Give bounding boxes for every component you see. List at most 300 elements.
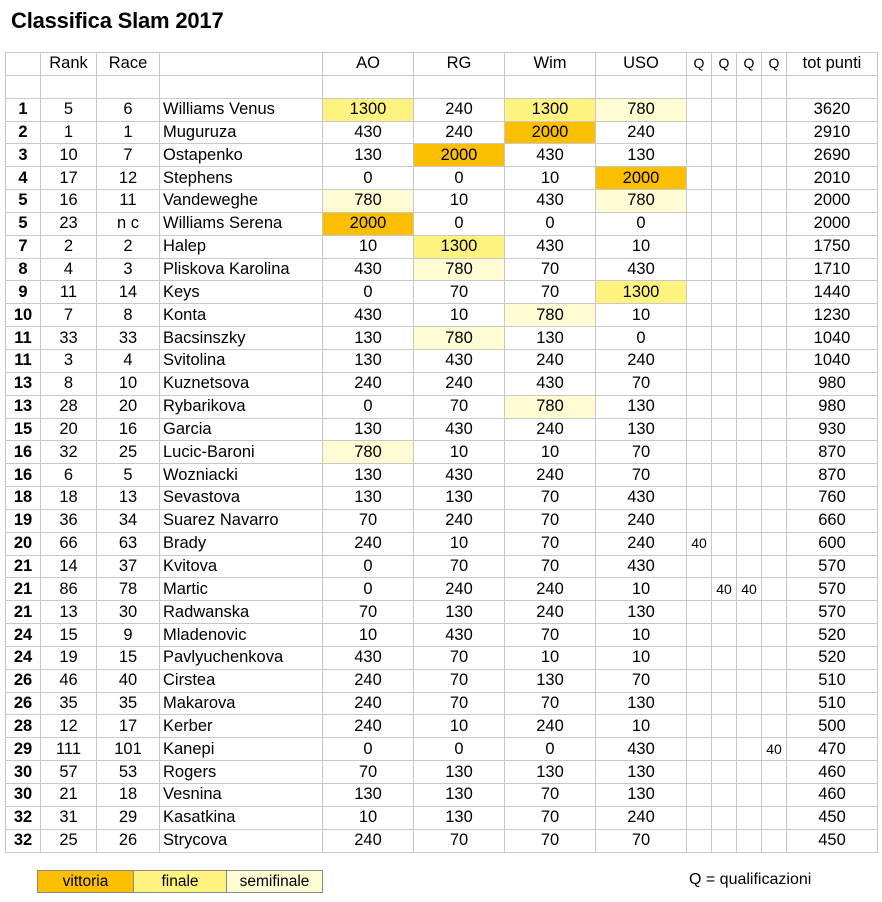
position-cell: 5	[6, 212, 41, 235]
total-points: 980	[787, 395, 878, 418]
total-points: 760	[787, 487, 878, 510]
race-cell: 15	[97, 646, 160, 669]
qualification-cell	[687, 806, 712, 829]
player-name: Muguruza	[160, 121, 323, 144]
qualification-cell	[712, 692, 737, 715]
player-name: Kuznetsova	[160, 372, 323, 395]
uso-points: 1300	[596, 281, 687, 304]
race-cell: 14	[97, 281, 160, 304]
position-cell: 11	[6, 349, 41, 372]
qualification-cell	[687, 98, 712, 121]
qualification-cell	[737, 532, 762, 555]
rg-points: 430	[414, 349, 505, 372]
player-name: Cirstea	[160, 669, 323, 692]
qualification-cell	[762, 190, 787, 213]
empty-cell	[6, 75, 41, 98]
table-row	[6, 212, 878, 235]
qualification-cell	[712, 669, 737, 692]
position-cell: 4	[6, 167, 41, 190]
qualification-cell	[737, 829, 762, 852]
qualification-cell	[687, 190, 712, 213]
table-row	[6, 144, 878, 167]
rank-cell: 57	[41, 761, 97, 784]
race-cell: 25	[97, 441, 160, 464]
empty-cell	[596, 75, 687, 98]
qualification-cell	[687, 464, 712, 487]
qualification-cell	[762, 715, 787, 738]
rank-cell: 86	[41, 578, 97, 601]
rg-points: 130	[414, 784, 505, 807]
wim-points: 70	[505, 281, 596, 304]
player-name: Stephens	[160, 167, 323, 190]
rg-points: 130	[414, 761, 505, 784]
rg-points: 0	[414, 738, 505, 761]
race-cell: 53	[97, 761, 160, 784]
rank-cell: 12	[41, 715, 97, 738]
rg-points: 70	[414, 646, 505, 669]
empty-cell	[505, 75, 596, 98]
rg-points: 70	[414, 829, 505, 852]
race-cell: 78	[97, 578, 160, 601]
uso-points: 70	[596, 669, 687, 692]
qualification-cell	[737, 441, 762, 464]
uso-points: 240	[596, 509, 687, 532]
table-row	[6, 806, 878, 829]
qualification-cell	[712, 190, 737, 213]
qualification-cell	[762, 144, 787, 167]
position-cell: 26	[6, 669, 41, 692]
qualification-cell	[762, 258, 787, 281]
position-cell: 13	[6, 395, 41, 418]
qualification-cell	[712, 601, 737, 624]
wim-points: 0	[505, 738, 596, 761]
qualification-cell	[762, 304, 787, 327]
ao-points: 130	[323, 144, 414, 167]
table-row	[6, 784, 878, 807]
rg-points: 240	[414, 509, 505, 532]
wim-points: 240	[505, 418, 596, 441]
player-name: Bacsinszky	[160, 327, 323, 350]
player-name: Suarez Navarro	[160, 509, 323, 532]
race-cell: 8	[97, 304, 160, 327]
ao-points: 780	[323, 441, 414, 464]
qualification-cell	[762, 761, 787, 784]
uso-points: 430	[596, 555, 687, 578]
qualification-cell	[687, 646, 712, 669]
uso-points: 10	[596, 624, 687, 647]
table-row	[6, 441, 878, 464]
ao-points: 130	[323, 327, 414, 350]
qualification-cell	[762, 578, 787, 601]
qualification-cell	[762, 464, 787, 487]
total-points: 470	[787, 738, 878, 761]
qualification-cell	[687, 121, 712, 144]
wim-points: 130	[505, 761, 596, 784]
qualification-cell	[762, 601, 787, 624]
player-name: Halep	[160, 235, 323, 258]
player-name: Svitolina	[160, 349, 323, 372]
qualification-cell	[762, 487, 787, 510]
qualification-cell	[737, 167, 762, 190]
position-cell: 28	[6, 715, 41, 738]
total-points: 520	[787, 646, 878, 669]
qualification-cell	[712, 715, 737, 738]
rg-points: 430	[414, 464, 505, 487]
ao-points: 240	[323, 715, 414, 738]
position-cell: 21	[6, 555, 41, 578]
qualification-cell	[687, 601, 712, 624]
ao-points: 240	[323, 372, 414, 395]
uso-points: 2000	[596, 167, 687, 190]
uso-points: 70	[596, 464, 687, 487]
ao-points: 240	[323, 829, 414, 852]
position-cell: 5	[6, 190, 41, 213]
race-cell: 2	[97, 235, 160, 258]
rank-cell: 111	[41, 738, 97, 761]
race-cell: 11	[97, 190, 160, 213]
total-points: 600	[787, 532, 878, 555]
position-cell: 24	[6, 646, 41, 669]
total-points: 510	[787, 692, 878, 715]
qualification-cell	[737, 464, 762, 487]
rank-cell: 25	[41, 829, 97, 852]
uso-points: 130	[596, 784, 687, 807]
qualification-cell	[737, 98, 762, 121]
qualification-cell	[737, 258, 762, 281]
qualification-cell: 40	[737, 578, 762, 601]
rank-cell: 2	[41, 235, 97, 258]
rg-points: 70	[414, 281, 505, 304]
race-cell: 26	[97, 829, 160, 852]
race-cell: 16	[97, 418, 160, 441]
wim-points: 10	[505, 441, 596, 464]
qualification-cell	[712, 349, 737, 372]
total-points: 570	[787, 555, 878, 578]
qualification-cell	[712, 464, 737, 487]
player-name: Makarova	[160, 692, 323, 715]
table-row	[6, 761, 878, 784]
header-cell: RG	[414, 53, 505, 76]
race-cell: n c	[97, 212, 160, 235]
qualification-cell	[712, 509, 737, 532]
total-points: 2000	[787, 190, 878, 213]
rg-points: 10	[414, 532, 505, 555]
rank-cell: 7	[41, 304, 97, 327]
qualification-cell	[762, 692, 787, 715]
qualification-cell	[712, 281, 737, 304]
uso-points: 240	[596, 121, 687, 144]
table-row	[6, 349, 878, 372]
ao-points: 70	[323, 601, 414, 624]
position-cell: 30	[6, 784, 41, 807]
qualification-cell	[762, 806, 787, 829]
qualification-cell	[712, 304, 737, 327]
qualification-cell	[737, 372, 762, 395]
total-points: 510	[787, 669, 878, 692]
qualification-cell	[687, 669, 712, 692]
wim-points: 70	[505, 829, 596, 852]
ao-points: 10	[323, 235, 414, 258]
total-points: 930	[787, 418, 878, 441]
qualification-cell	[712, 258, 737, 281]
qualification-cell	[687, 235, 712, 258]
total-points: 460	[787, 784, 878, 807]
player-name: Vandeweghe	[160, 190, 323, 213]
rank-cell: 66	[41, 532, 97, 555]
spacer-row	[6, 75, 878, 98]
uso-points: 130	[596, 144, 687, 167]
position-cell: 21	[6, 578, 41, 601]
qualification-cell	[687, 555, 712, 578]
qualification-cell	[737, 190, 762, 213]
rank-cell: 13	[41, 601, 97, 624]
race-cell: 33	[97, 327, 160, 350]
ao-points: 0	[323, 167, 414, 190]
rank-cell: 10	[41, 144, 97, 167]
player-name: Williams Serena	[160, 212, 323, 235]
uso-points: 70	[596, 441, 687, 464]
qualification-cell	[687, 829, 712, 852]
total-points: 500	[787, 715, 878, 738]
qualification-cell	[737, 784, 762, 807]
total-points: 980	[787, 372, 878, 395]
qualification-cell	[737, 509, 762, 532]
rank-cell: 23	[41, 212, 97, 235]
wim-points: 130	[505, 327, 596, 350]
total-points: 1230	[787, 304, 878, 327]
legend-finale: finale	[134, 871, 227, 892]
qualification-cell	[687, 692, 712, 715]
player-name: Kvitova	[160, 555, 323, 578]
total-points: 2000	[787, 212, 878, 235]
race-cell: 4	[97, 349, 160, 372]
wim-points: 430	[505, 235, 596, 258]
position-cell: 11	[6, 327, 41, 350]
rg-points: 240	[414, 121, 505, 144]
total-points: 3620	[787, 98, 878, 121]
table-row	[6, 418, 878, 441]
rg-points: 240	[414, 578, 505, 601]
player-name: Sevastova	[160, 487, 323, 510]
uso-points: 240	[596, 806, 687, 829]
wim-points: 240	[505, 349, 596, 372]
rg-points: 70	[414, 692, 505, 715]
race-cell: 7	[97, 144, 160, 167]
rank-cell: 11	[41, 281, 97, 304]
position-cell: 8	[6, 258, 41, 281]
qualification-note: Q = qualificazioni	[689, 871, 812, 888]
position-cell: 9	[6, 281, 41, 304]
rank-cell: 1	[41, 121, 97, 144]
player-name: Mladenovic	[160, 624, 323, 647]
uso-points: 10	[596, 715, 687, 738]
ao-points: 1300	[323, 98, 414, 121]
rg-points: 10	[414, 715, 505, 738]
rank-cell: 21	[41, 784, 97, 807]
rank-cell: 19	[41, 646, 97, 669]
qualification-cell	[687, 349, 712, 372]
header-cell: Q	[687, 53, 712, 76]
total-points: 1710	[787, 258, 878, 281]
qualification-cell	[687, 258, 712, 281]
total-points: 1040	[787, 327, 878, 350]
total-points: 2010	[787, 167, 878, 190]
qualification-cell	[687, 372, 712, 395]
wim-points: 0	[505, 212, 596, 235]
qualification-cell	[762, 669, 787, 692]
position-cell: 2	[6, 121, 41, 144]
ao-points: 0	[323, 578, 414, 601]
race-cell: 10	[97, 372, 160, 395]
ao-points: 240	[323, 692, 414, 715]
qualification-cell	[762, 395, 787, 418]
table-row	[6, 692, 878, 715]
qualification-cell	[737, 327, 762, 350]
header-row	[6, 53, 878, 76]
wim-points: 10	[505, 646, 596, 669]
qualification-cell	[712, 738, 737, 761]
total-points: 2690	[787, 144, 878, 167]
qualification-cell	[737, 761, 762, 784]
ao-points: 130	[323, 349, 414, 372]
race-cell: 20	[97, 395, 160, 418]
uso-points: 780	[596, 190, 687, 213]
ao-points: 10	[323, 806, 414, 829]
rank-cell: 18	[41, 487, 97, 510]
position-cell: 30	[6, 761, 41, 784]
position-cell: 26	[6, 692, 41, 715]
ao-points: 430	[323, 258, 414, 281]
player-name: Strycova	[160, 829, 323, 852]
empty-cell	[787, 75, 878, 98]
qualification-cell	[687, 715, 712, 738]
qualification-cell	[712, 418, 737, 441]
player-name: Ostapenko	[160, 144, 323, 167]
wim-points: 70	[505, 487, 596, 510]
qualification-cell	[687, 144, 712, 167]
ao-points: 0	[323, 281, 414, 304]
race-cell: 63	[97, 532, 160, 555]
header-cell: Q	[712, 53, 737, 76]
ao-points: 130	[323, 487, 414, 510]
ao-points: 0	[323, 555, 414, 578]
qualification-cell	[762, 784, 787, 807]
qualification-cell	[712, 98, 737, 121]
empty-cell	[712, 75, 737, 98]
qualification-cell	[712, 829, 737, 852]
table-row	[6, 509, 878, 532]
ao-points: 70	[323, 761, 414, 784]
race-cell: 17	[97, 715, 160, 738]
qualification-cell	[712, 395, 737, 418]
rank-cell: 20	[41, 418, 97, 441]
player-name: Kanepi	[160, 738, 323, 761]
uso-points: 10	[596, 646, 687, 669]
total-points: 870	[787, 464, 878, 487]
wim-points: 70	[505, 555, 596, 578]
total-points: 520	[787, 624, 878, 647]
race-cell: 18	[97, 784, 160, 807]
table-row	[6, 829, 878, 852]
rank-cell: 5	[41, 98, 97, 121]
qualification-cell	[737, 601, 762, 624]
table-row	[6, 121, 878, 144]
qualification-cell	[687, 327, 712, 350]
total-points: 1750	[787, 235, 878, 258]
ao-points: 2000	[323, 212, 414, 235]
uso-points: 10	[596, 304, 687, 327]
table-row	[6, 235, 878, 258]
rank-cell: 6	[41, 464, 97, 487]
rg-points: 70	[414, 395, 505, 418]
wim-points: 240	[505, 715, 596, 738]
total-points: 1040	[787, 349, 878, 372]
ranking-table	[5, 52, 878, 853]
rank-cell: 4	[41, 258, 97, 281]
position-cell: 16	[6, 441, 41, 464]
qualification-cell	[712, 806, 737, 829]
wim-points: 70	[505, 806, 596, 829]
table-row	[6, 738, 878, 761]
wim-points: 70	[505, 624, 596, 647]
ao-points: 780	[323, 190, 414, 213]
total-points: 460	[787, 761, 878, 784]
uso-points: 130	[596, 692, 687, 715]
header-cell: Race	[97, 53, 160, 76]
qualification-cell	[762, 829, 787, 852]
rank-cell: 8	[41, 372, 97, 395]
qualification-cell	[712, 624, 737, 647]
rg-points: 0	[414, 167, 505, 190]
qualification-cell	[737, 738, 762, 761]
empty-cell	[737, 75, 762, 98]
rank-cell: 3	[41, 349, 97, 372]
qualification-cell	[687, 738, 712, 761]
race-cell: 40	[97, 669, 160, 692]
wim-points: 70	[505, 692, 596, 715]
uso-points: 0	[596, 212, 687, 235]
qualification-cell	[737, 715, 762, 738]
ao-points: 10	[323, 624, 414, 647]
qualification-cell	[712, 121, 737, 144]
wim-points: 430	[505, 144, 596, 167]
qualification-cell	[762, 327, 787, 350]
table-row	[6, 555, 878, 578]
rank-cell: 33	[41, 327, 97, 350]
wim-points: 70	[505, 532, 596, 555]
qualification-cell	[762, 418, 787, 441]
qualification-cell	[712, 235, 737, 258]
rg-points: 1300	[414, 235, 505, 258]
total-points: 450	[787, 806, 878, 829]
qualification-cell	[687, 418, 712, 441]
qualification-cell	[687, 167, 712, 190]
race-cell: 37	[97, 555, 160, 578]
wim-points: 780	[505, 304, 596, 327]
qualification-cell	[762, 372, 787, 395]
empty-cell	[687, 75, 712, 98]
table-row	[6, 601, 878, 624]
qualification-cell	[762, 281, 787, 304]
qualification-cell	[687, 212, 712, 235]
player-name: Rogers	[160, 761, 323, 784]
qualification-cell: 40	[712, 578, 737, 601]
rank-cell: 46	[41, 669, 97, 692]
wim-points: 240	[505, 578, 596, 601]
player-name: Kasatkina	[160, 806, 323, 829]
position-cell: 10	[6, 304, 41, 327]
rg-points: 0	[414, 212, 505, 235]
